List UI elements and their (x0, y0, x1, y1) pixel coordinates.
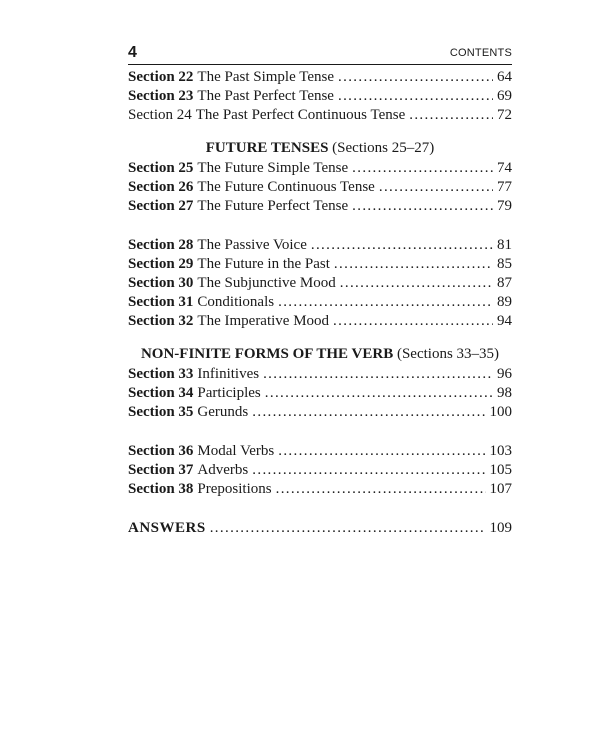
section-title: Conditionals (197, 294, 275, 310)
dot-leader (210, 519, 486, 538)
toc-entry[interactable] (128, 293, 512, 312)
dot-leader (379, 178, 493, 197)
page-ref: 98 (497, 385, 512, 401)
toc-group-voice-mood (128, 236, 512, 331)
section-title: The Past Perfect Continuous Tense (195, 107, 406, 123)
section-title: The Future Continuous Tense (197, 179, 375, 195)
page-ref: 79 (497, 198, 512, 214)
dot-leader (278, 293, 493, 312)
section-title: The Future Simple Tense (197, 160, 349, 176)
section-label: Section 34 (128, 385, 194, 401)
toc-group-nonfinite (128, 365, 512, 422)
section-label: Section 33 (128, 366, 194, 382)
section-label: Section 35 (128, 404, 194, 420)
page-ref: 94 (497, 313, 512, 329)
section-label: Section 25 (128, 160, 194, 176)
toc-entry[interactable] (128, 255, 512, 274)
part-title: FUTURE TENSES (205, 140, 329, 156)
section-label: Section 29 (128, 256, 194, 272)
page-ref: 69 (497, 88, 512, 104)
dot-leader (252, 403, 485, 422)
page-ref: 74 (497, 160, 512, 176)
section-title: The Future in the Past (197, 256, 330, 272)
page-ref: 87 (497, 275, 512, 291)
section-label: Section 37 (128, 462, 194, 478)
toc-group-future (128, 159, 512, 216)
toc-entry[interactable] (128, 461, 512, 480)
page-header (128, 44, 512, 64)
toc-entry[interactable] (128, 236, 512, 255)
dot-leader (278, 442, 485, 461)
section-title: The Past Perfect Tense (197, 88, 334, 104)
section-title: Modal Verbs (197, 443, 275, 459)
section-label: Section 28 (128, 237, 194, 253)
page-ref: 105 (489, 462, 512, 478)
toc-group-other (128, 442, 512, 499)
dot-leader (352, 197, 493, 216)
toc-entry[interactable] (128, 274, 512, 293)
dot-leader (263, 365, 493, 384)
dot-leader (338, 68, 493, 87)
dot-leader (252, 461, 485, 480)
toc-entry[interactable] (128, 384, 512, 403)
group-spacer (128, 422, 512, 442)
page-ref: 81 (497, 237, 512, 253)
answers-label: ANSWERS (128, 520, 206, 536)
toc-entry[interactable] (128, 312, 512, 331)
section-label: Section 24 (128, 107, 192, 123)
section-label: Section 27 (128, 198, 194, 214)
section-title: Gerunds (197, 404, 249, 420)
section-title: The Imperative Mood (197, 313, 330, 329)
section-label: Section 26 (128, 179, 194, 195)
toc-group-past (128, 68, 512, 125)
table-of-contents (128, 68, 512, 538)
dot-leader (340, 274, 493, 293)
section-title: Infinitives (197, 366, 260, 382)
page-ref: 89 (497, 294, 512, 310)
part-title: NON-FINITE FORMS OF THE VERB (140, 346, 394, 362)
section-title: The Passive Voice (197, 237, 307, 253)
section-title: The Past Simple Tense (197, 69, 334, 85)
toc-entry[interactable] (128, 365, 512, 384)
page-number: 4 (128, 44, 137, 61)
section-label: Section 30 (128, 275, 194, 291)
dot-leader (311, 236, 493, 255)
part-heading-nonfinite (128, 345, 512, 364)
dot-leader (334, 255, 493, 274)
dot-leader (276, 480, 486, 499)
toc-entry[interactable] (128, 159, 512, 178)
page-ref: 109 (489, 520, 512, 536)
page-ref: 64 (497, 69, 512, 85)
page-ref: 85 (497, 256, 512, 272)
dot-leader (333, 312, 493, 331)
toc-entry-answers[interactable] (128, 519, 512, 538)
page-ref: 96 (497, 366, 512, 382)
section-title: Prepositions (197, 481, 272, 497)
page-ref: 77 (497, 179, 512, 195)
section-label: Section 31 (128, 294, 194, 310)
toc-entry[interactable] (128, 68, 512, 87)
dot-leader (265, 384, 493, 403)
part-range: (Sections 33–35) (396, 346, 500, 362)
page-ref: 103 (489, 443, 512, 459)
toc-entry[interactable] (128, 442, 512, 461)
part-heading-future (128, 139, 512, 158)
section-label: Section 36 (128, 443, 194, 459)
section-label: Section 38 (128, 481, 194, 497)
page-ref: 100 (489, 404, 512, 420)
section-label: Section 22 (128, 69, 194, 85)
toc-entry[interactable] (128, 197, 512, 216)
toc-entry[interactable] (128, 106, 512, 125)
dot-leader (409, 106, 493, 125)
group-spacer (128, 216, 512, 236)
dot-leader (338, 87, 493, 106)
section-title: The Future Perfect Tense (197, 198, 349, 214)
toc-entry[interactable] (128, 178, 512, 197)
toc-entry[interactable] (128, 480, 512, 499)
header-rule (128, 64, 512, 65)
page-ref: 72 (497, 107, 512, 123)
part-range: (Sections 25–27) (332, 140, 435, 156)
toc-entry[interactable] (128, 87, 512, 106)
toc-entry[interactable] (128, 403, 512, 422)
section-label: Section 23 (128, 88, 194, 104)
running-head: CONTENTS (449, 47, 512, 59)
section-title: Adverbs (197, 462, 249, 478)
page-ref: 107 (489, 481, 512, 497)
section-label: Section 32 (128, 313, 194, 329)
dot-leader (352, 159, 493, 178)
section-title: Participles (197, 385, 261, 401)
section-title: The Subjunctive Mood (197, 275, 336, 291)
